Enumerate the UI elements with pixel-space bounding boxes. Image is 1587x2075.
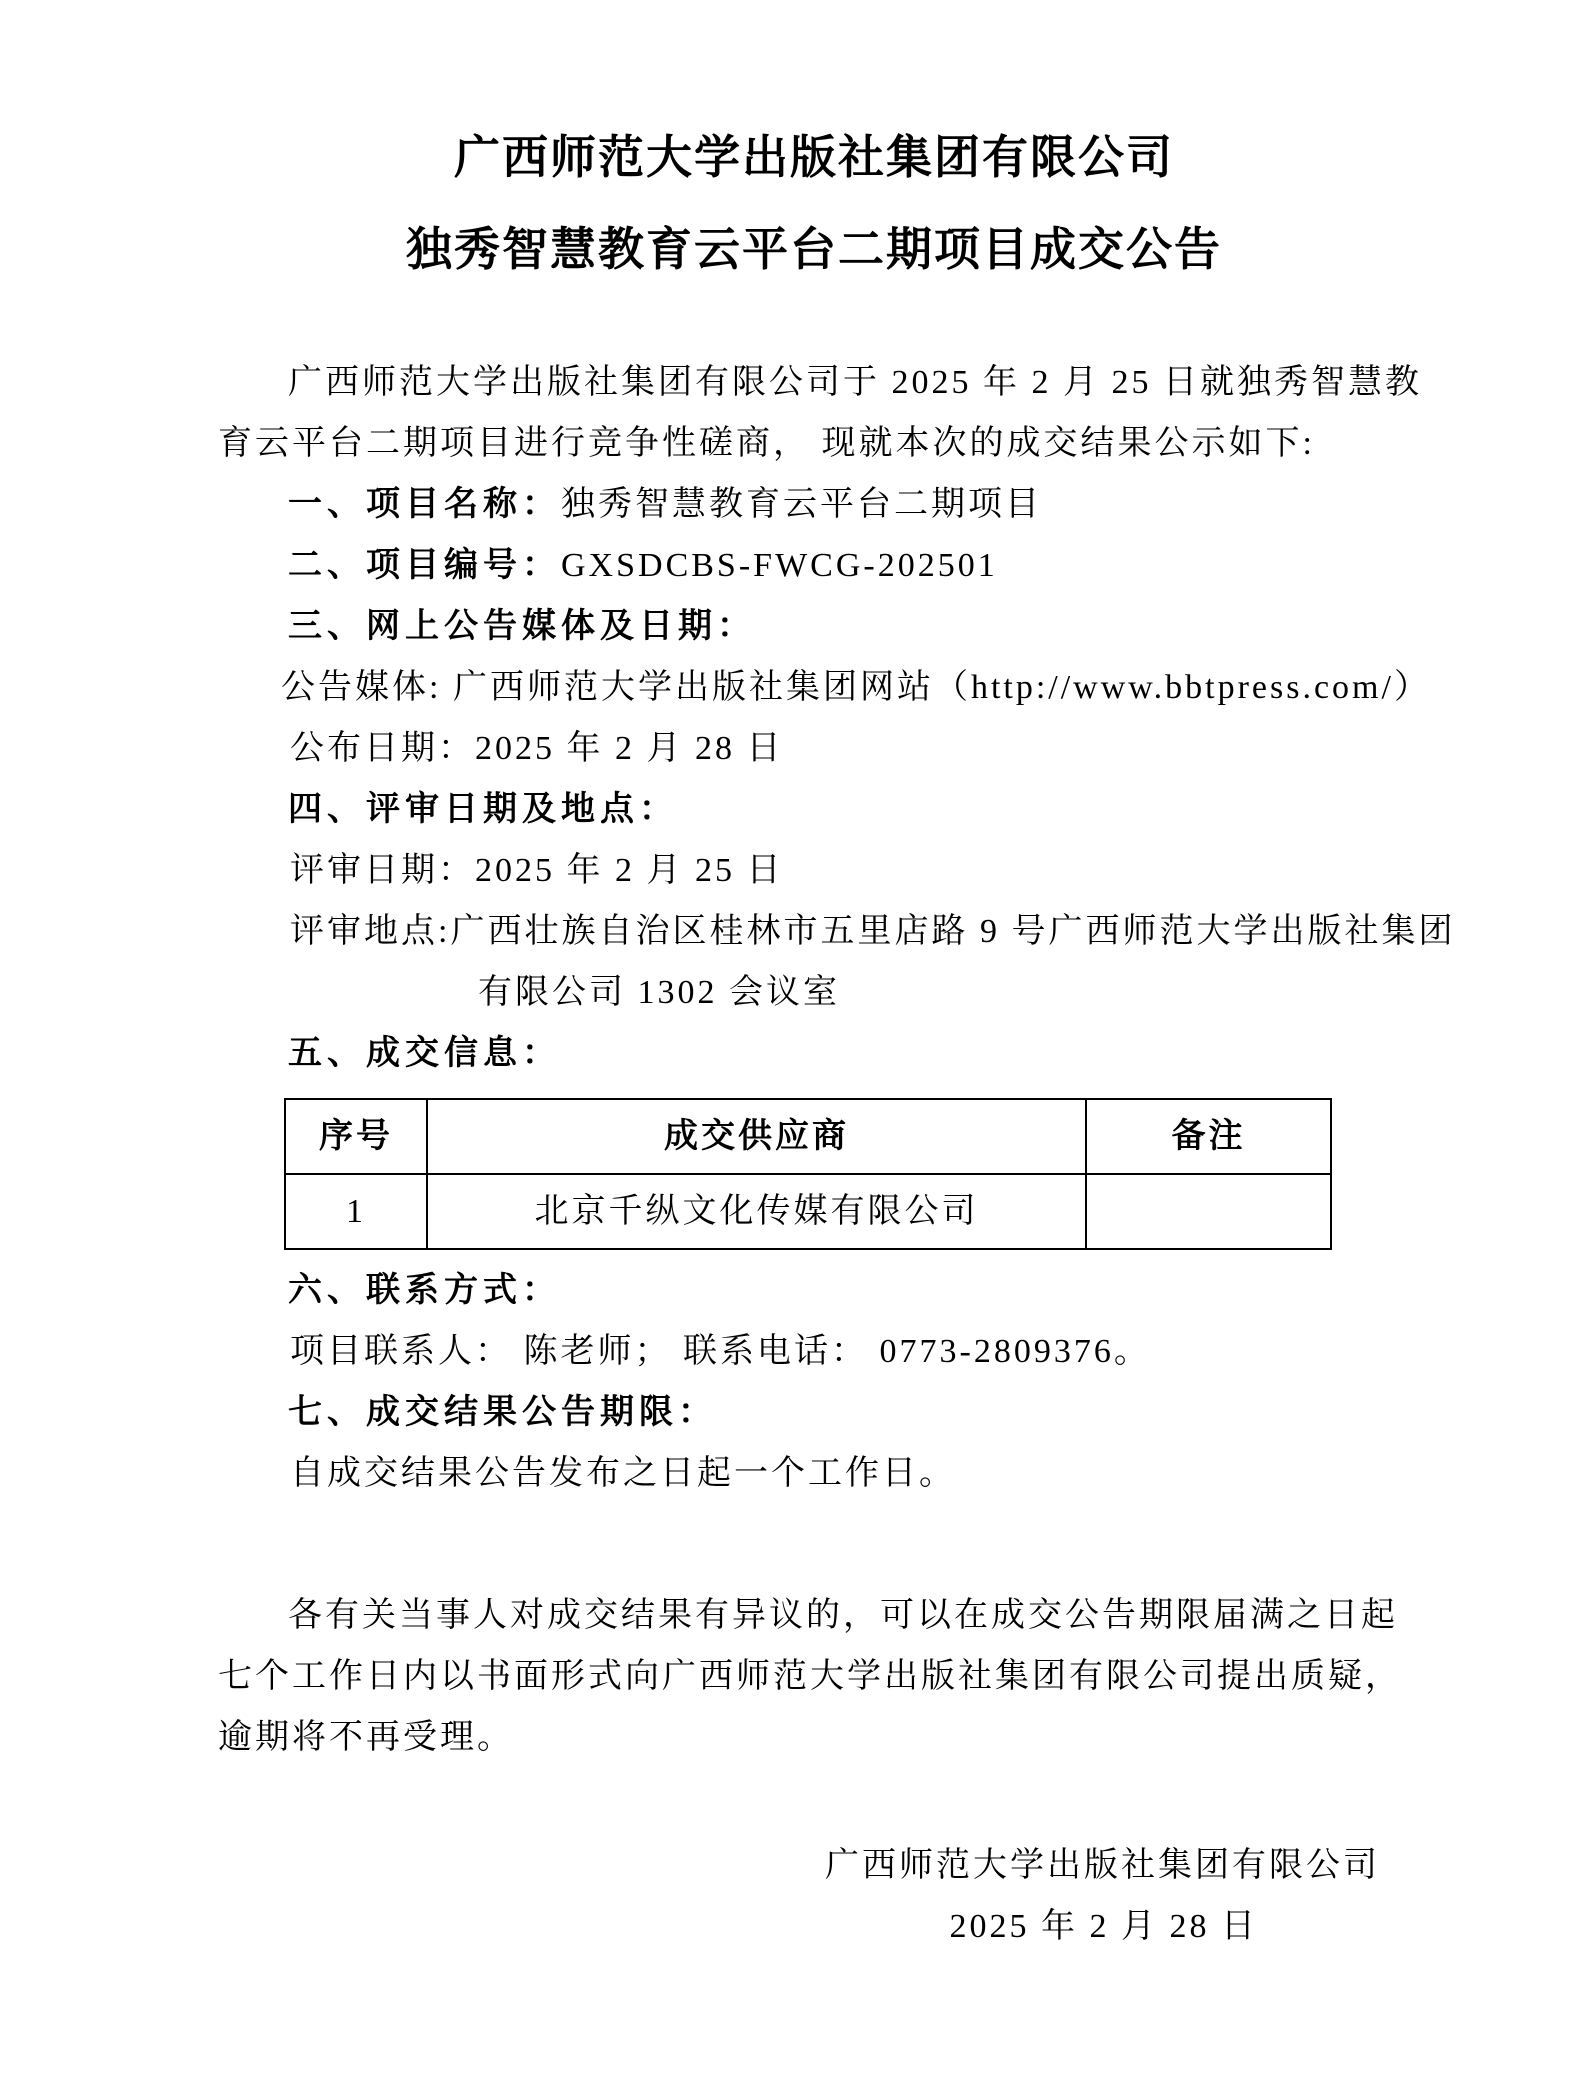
announce-media-line — [218, 657, 1431, 718]
intro-paragraph-line-1: 广西师范大学出版社集团有限公司于 2025 年 2 月 25 日就独秀智慧教 — [288, 364, 1422, 401]
deal-info-table — [284, 1098, 1332, 1250]
title-line-2: 独秀智慧教育云平台二期项目成交公告 — [406, 224, 1222, 275]
heading-review-date-place: 四、评审日期及地点： — [288, 790, 678, 828]
review-place-label: 评审地点: — [290, 913, 451, 950]
objection-line-3: 逾期将不再受理。 — [218, 1719, 514, 1756]
review-place-value-1: 广西壮族自治区桂林市五里店路 9 号广西师范大学出版社集团 — [450, 913, 1456, 950]
table-cell-serial: 1 — [285, 1174, 427, 1249]
item-project-name — [218, 474, 1410, 535]
item-project-name-label: 一、项目名称： — [288, 485, 561, 523]
signature-organization: 广西师范大学出版社集团有限公司 — [825, 1847, 1380, 1884]
signature-date: 2025 年 2 月 28 日 — [949, 1908, 1258, 1945]
objection-line-1: 各有关当事人对成交结果有异议的，可以在成交公告期限届满之日起 — [288, 1597, 1398, 1634]
announcement-period-line: 自成交结果公告发布之日起一个工作日。 — [290, 1455, 956, 1492]
heading-contact: 六、联系方式： — [288, 1271, 561, 1309]
review-date-value: 2025 年 2 月 25 日 — [475, 852, 784, 889]
contact-line: 项目联系人： 陈老师； 联系电话： 0773-2809376。 — [290, 1333, 1151, 1370]
table-header-serial: 序号 — [285, 1099, 427, 1174]
table-row — [285, 1174, 1331, 1249]
intro-paragraph-line-2: 育云平台二期项目进行竞争性磋商， 现就本次的成交结果公示如下: — [218, 425, 1315, 462]
heading-announcement-period: 七、成交结果公告期限： — [288, 1393, 717, 1431]
table-header-vendor: 成交供应商 — [427, 1099, 1086, 1174]
announce-date-line — [218, 718, 1410, 779]
heading-online-media-and-date: 三、网上公告媒体及日期： — [288, 607, 756, 645]
heading-deal-info: 五、成交信息： — [288, 1034, 561, 1072]
table-cell-remark — [1086, 1174, 1331, 1249]
announce-date-label: 公布日期： — [290, 730, 475, 767]
review-place-line-2: 有限公司 1302 会议室 — [478, 974, 840, 1011]
objection-line-2: 七个工作日内以书面形式向广西师范大学出版社集团有限公司提出质疑， — [218, 1658, 1402, 1695]
review-date-line — [218, 840, 1410, 901]
announce-media-value: 广西师范大学出版社集团网站（http://www.bbtpress.com/） — [452, 669, 1431, 706]
table-header-remark: 备注 — [1086, 1099, 1331, 1174]
title-line-1: 广西师范大学出版社集团有限公司 — [454, 132, 1174, 183]
document-body — [218, 352, 1456, 1957]
announce-date-value: 2025 年 2 月 28 日 — [475, 730, 784, 767]
item-project-name-value: 独秀智慧教育云平台二期项目 — [561, 486, 1042, 523]
item-project-number-value: GXSDCBS-FWCG-202501 — [561, 547, 998, 584]
review-place-line-1 — [218, 901, 1456, 962]
item-project-number-label: 二、项目编号： — [288, 546, 561, 584]
document-title — [218, 112, 1410, 296]
announce-media-label: 公告媒体: — [281, 669, 442, 706]
objection-paragraph — [218, 1585, 1410, 1768]
review-date-label: 评审日期： — [290, 852, 475, 889]
table-header-row — [285, 1099, 1331, 1174]
item-project-number — [218, 535, 1410, 596]
table-cell-vendor: 北京千纵文化传媒有限公司 — [427, 1174, 1086, 1249]
